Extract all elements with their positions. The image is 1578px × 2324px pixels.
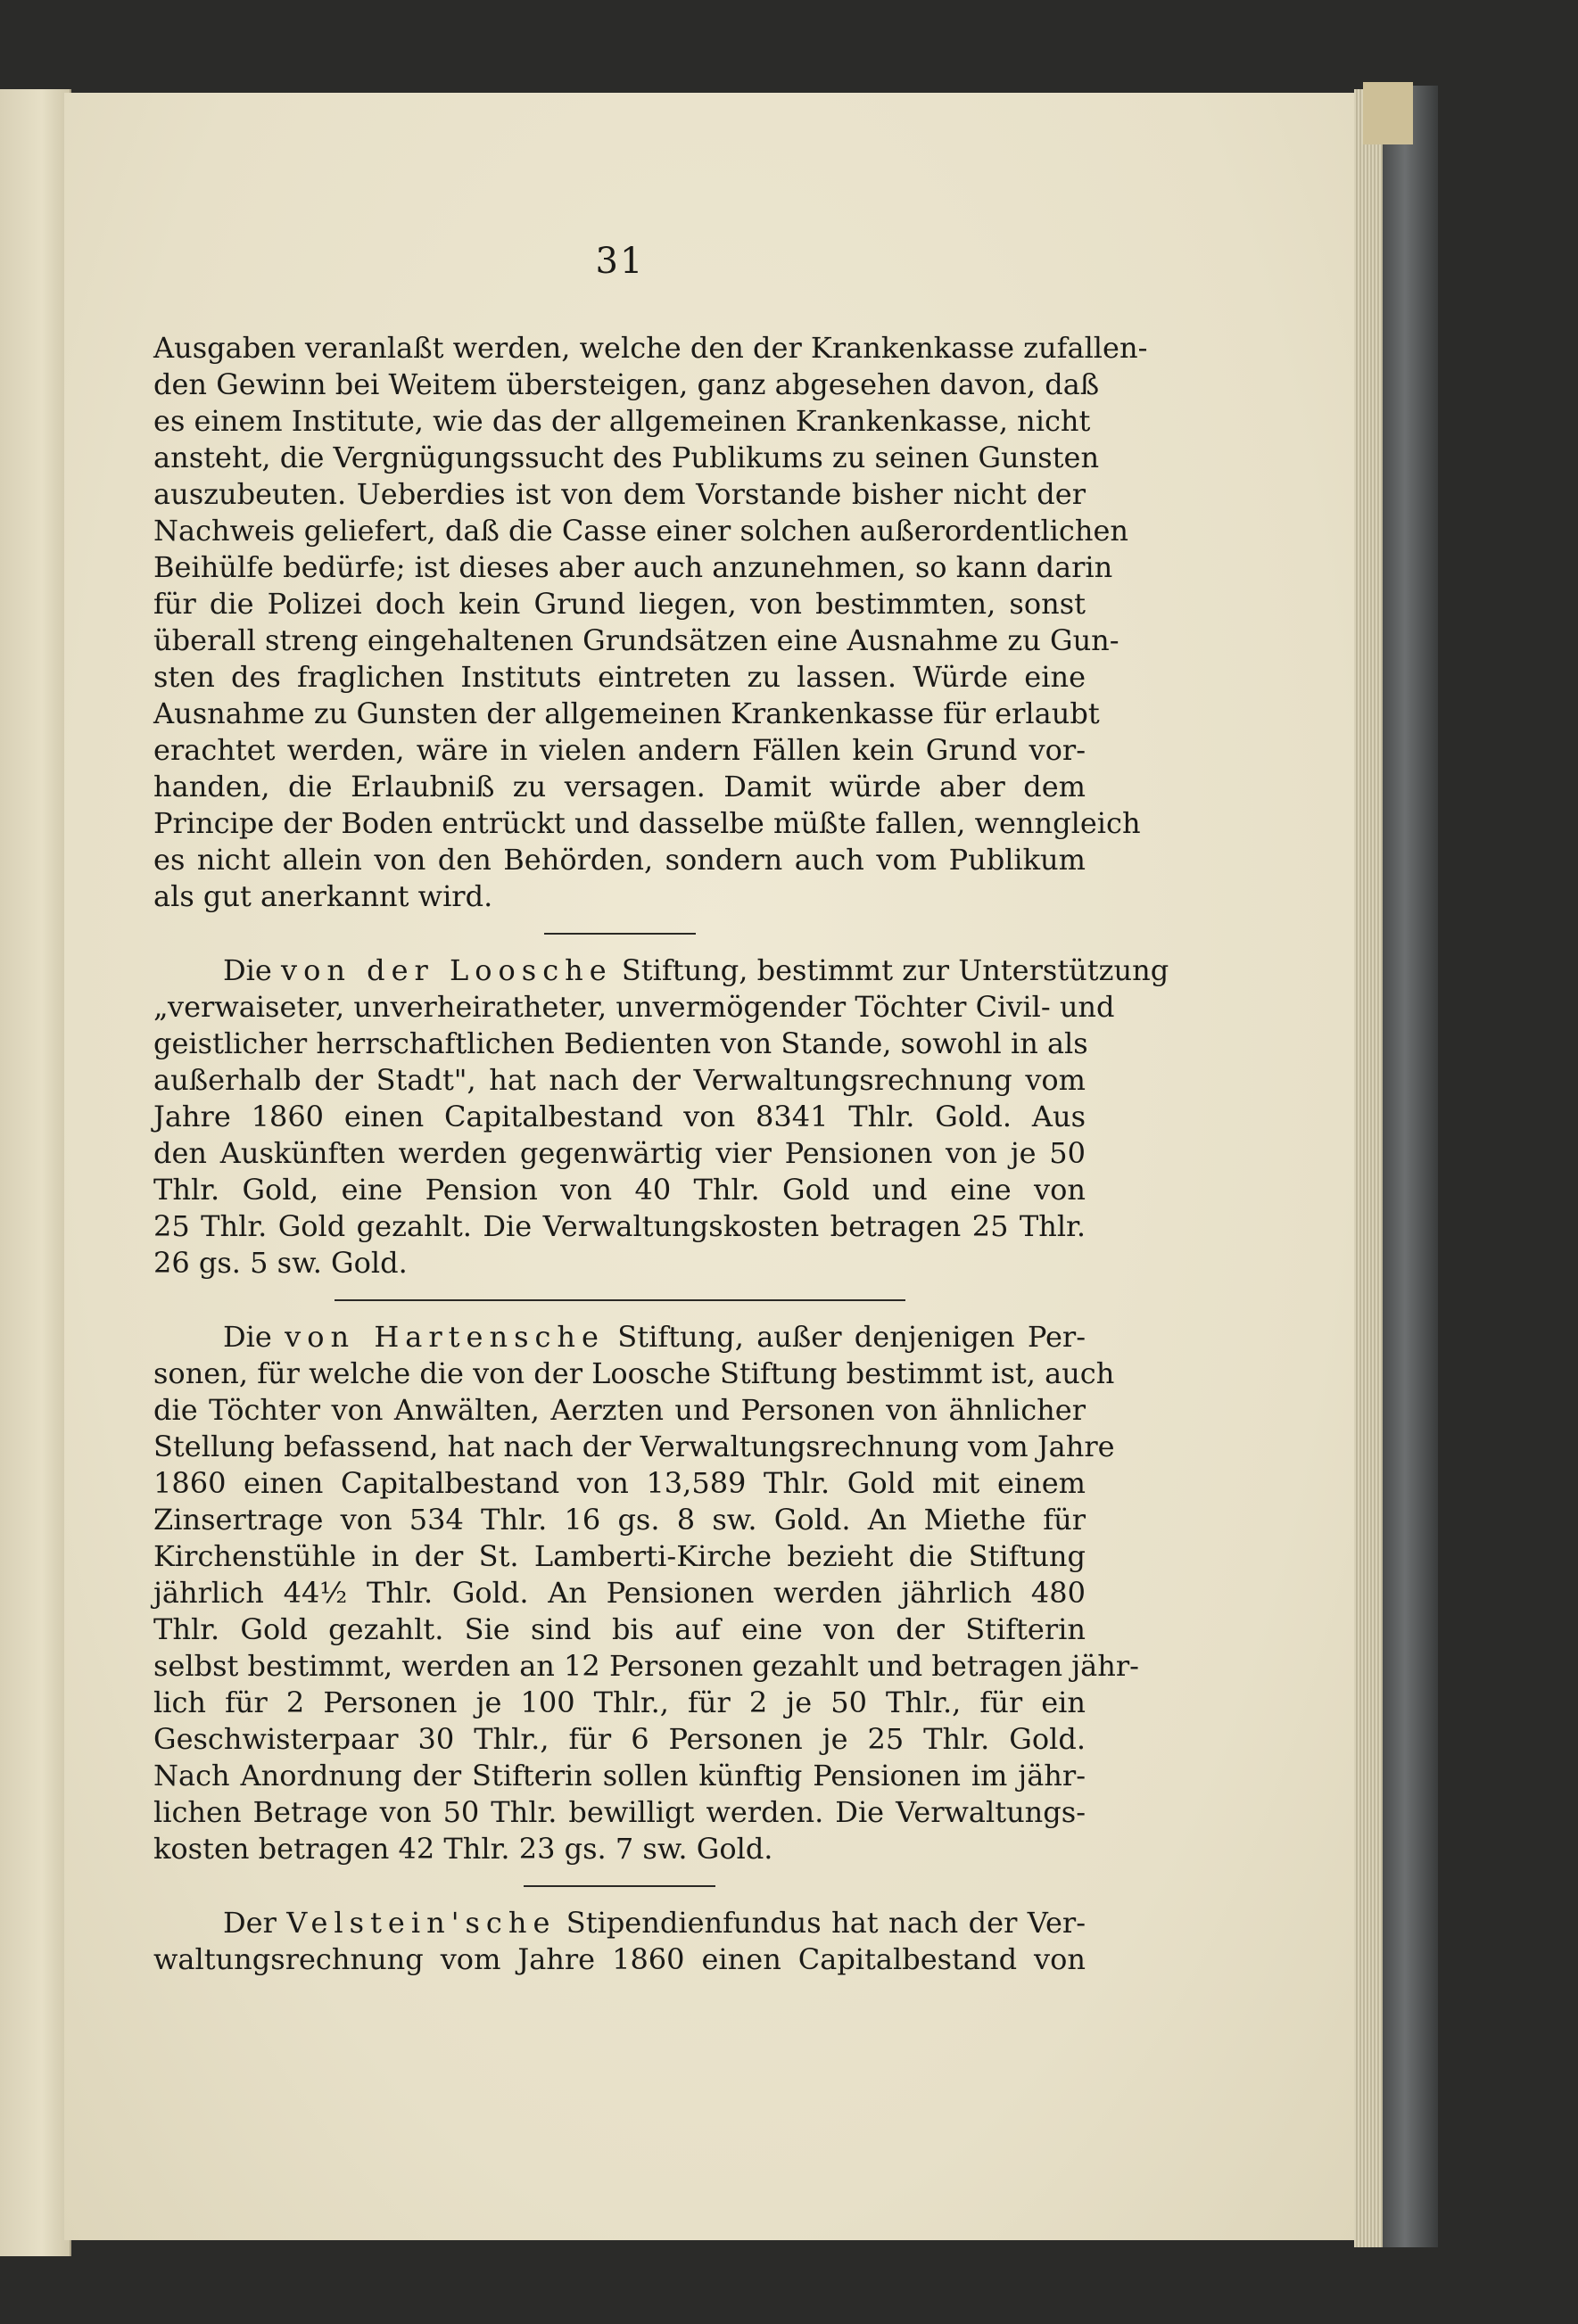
page-stack-edge [1354,89,1386,2247]
paragraph-velstein-stipendienfundus [153,1905,1086,1978]
text-line: 26 gs. 5 sw. Gold. [153,1246,408,1280]
section-divider [524,1885,715,1887]
text-line: 1860 einen Capitalbestand von 13,589 Thlr. Gold mit einem [153,1466,1086,1500]
text-line: Nachweis geliefert, daß die Casse einer solchen außerordentlichen [153,514,1128,548]
text-line: Geschwisterpaar 30 Thlr., für 6 Personen je 25 Thlr. Gold. [153,1722,1086,1756]
text-line: Nach Anordnung der Stifterin sollen künftig Pensionen im jähr- [153,1759,1086,1792]
text-line: überall streng eingehaltenen Grundsätzen eine Ausnahme zu Gun- [153,623,1119,657]
text-line: Ausnahme zu Gunsten der allgemeinen Krankenkasse für erlaubt [153,696,1100,730]
text-line: Kirchenstühle in der St. Lamberti-Kirche bezieht die Stiftung [153,1539,1086,1573]
lead-word: Die [223,1320,272,1354]
page-body [153,330,1169,1978]
spaced-name: von Hartensche [285,1320,605,1354]
first-line-rest: Stiftung, bestimmt zur Unterstützung [621,953,1169,987]
text-line: außerhalb der Stadt", hat nach der Verwaltungsrechnung vom [153,1063,1086,1097]
paragraph-loosche-stiftung [153,952,1169,1281]
spaced-name: Velstein'sche [286,1906,557,1940]
text-line: ansteht, die Vergnügungssucht des Publikums zu seinen Gunsten [153,441,1100,474]
text-line: Stellung befassend, hat nach der Verwaltungsrechnung vom Jahre [153,1430,1115,1463]
book-cover-edge [1383,86,1438,2247]
left-page-edge [0,89,71,2256]
first-line-rest: Stipendienfundus hat nach der Ver- [566,1906,1086,1940]
section-divider [544,933,696,935]
text-line: die Töchter von Anwälten, Aerzten und Personen von ähnlicher [153,1393,1086,1427]
section-divider [335,1299,905,1301]
spaced-name: von der Loosche [281,953,613,987]
first-line-rest: Stiftung, außer denjenigen Per- [617,1320,1086,1354]
text-line: Zinsertrage von 534 Thlr. 16 gs. 8 sw. Gold. An Miethe für [153,1503,1086,1537]
text-line: jährlich 44½ Thlr. Gold. An Pensionen werden jährlich 480 [153,1576,1086,1610]
text-line-first [153,952,1169,989]
text-line: erachtet werden, wäre in vielen andern Fällen kein Grund vor- [153,733,1086,767]
text-line: sten des fraglichen Instituts eintreten zu lassen. Würde eine [153,660,1086,694]
text-line: 25 Thlr. Gold gezahlt. Die Verwaltungskosten betragen 25 Thlr. [153,1209,1086,1243]
text-line: geistlicher herrschaftlichen Bedienten von Stande, sowohl in als [153,1026,1088,1060]
lead-word: Der [223,1906,277,1940]
text-line: den Auskünften werden gegenwärtig vier Pensionen von je 50 [153,1136,1086,1170]
lead-word: Die [223,953,272,987]
text-line: Thlr. Gold, eine Pension von 40 Thlr. Gold und eine von [153,1173,1086,1207]
text-line: Beihülfe bedürfe; ist dieses aber auch anzunehmen, so kann darin [153,550,1113,584]
text-line: den Gewinn bei Weitem übersteigen, ganz abgesehen davon, daß [153,367,1100,401]
page-number: 31 [595,241,645,282]
text-line: als gut anerkannt wird. [153,879,493,913]
text-line: es nicht allein von den Behörden, sondern auch vom Publikum [153,843,1086,877]
text-line: lich für 2 Personen je 100 Thlr., für 2 je 50 Thlr., für ein [153,1685,1086,1719]
text-line: für die Polizei doch kein Grund liegen, von bestimmten, sonst [153,587,1086,621]
text-line: waltungsrechnung vom Jahre 1860 einen Capitalbestand von [153,1942,1086,1976]
text-line: handen, die Erlaubniß zu versagen. Damit würde aber dem [153,770,1086,804]
text-line: auszubeuten. Ueberdies ist von dem Vorstande bisher nicht der [153,477,1086,511]
text-line: selbst bestimmt, werden an 12 Personen gezahlt und betragen jähr- [153,1649,1139,1683]
text-line-first [153,1319,1086,1356]
text-line: Thlr. Gold gezahlt. Sie sind bis auf eine von der Stifterin [153,1612,1086,1646]
text-line: lichen Betrage von 50 Thlr. bewilligt werden. Die Verwaltungs- [153,1795,1086,1829]
text-line: sonen, für welche die von der Loosche Stiftung bestimmt ist, auch [153,1356,1115,1390]
paragraph-continuation [153,330,1148,915]
text-line: es einem Institute, wie das der allgemeinen Krankenkasse, nicht [153,404,1091,438]
worn-cover-corner [1363,82,1413,144]
text-line: kosten betragen 42 Thlr. 23 gs. 7 sw. Gold. [153,1832,773,1866]
text-line: Principe der Boden entrückt und dasselbe müßte fallen, wenngleich [153,806,1141,840]
text-line: Jahre 1860 einen Capitalbestand von 8341 Thlr. Gold. Aus [153,1100,1086,1133]
text-line-first [153,1905,1086,1941]
text-line: Ausgaben veranlaßt werden, welche den der Krankenkasse zufallen- [153,331,1148,365]
paragraph-hartensche-stiftung [153,1319,1139,1867]
text-line: „verwaiseter, unverheiratheter, unvermögender Töchter Civil- und [153,990,1115,1024]
